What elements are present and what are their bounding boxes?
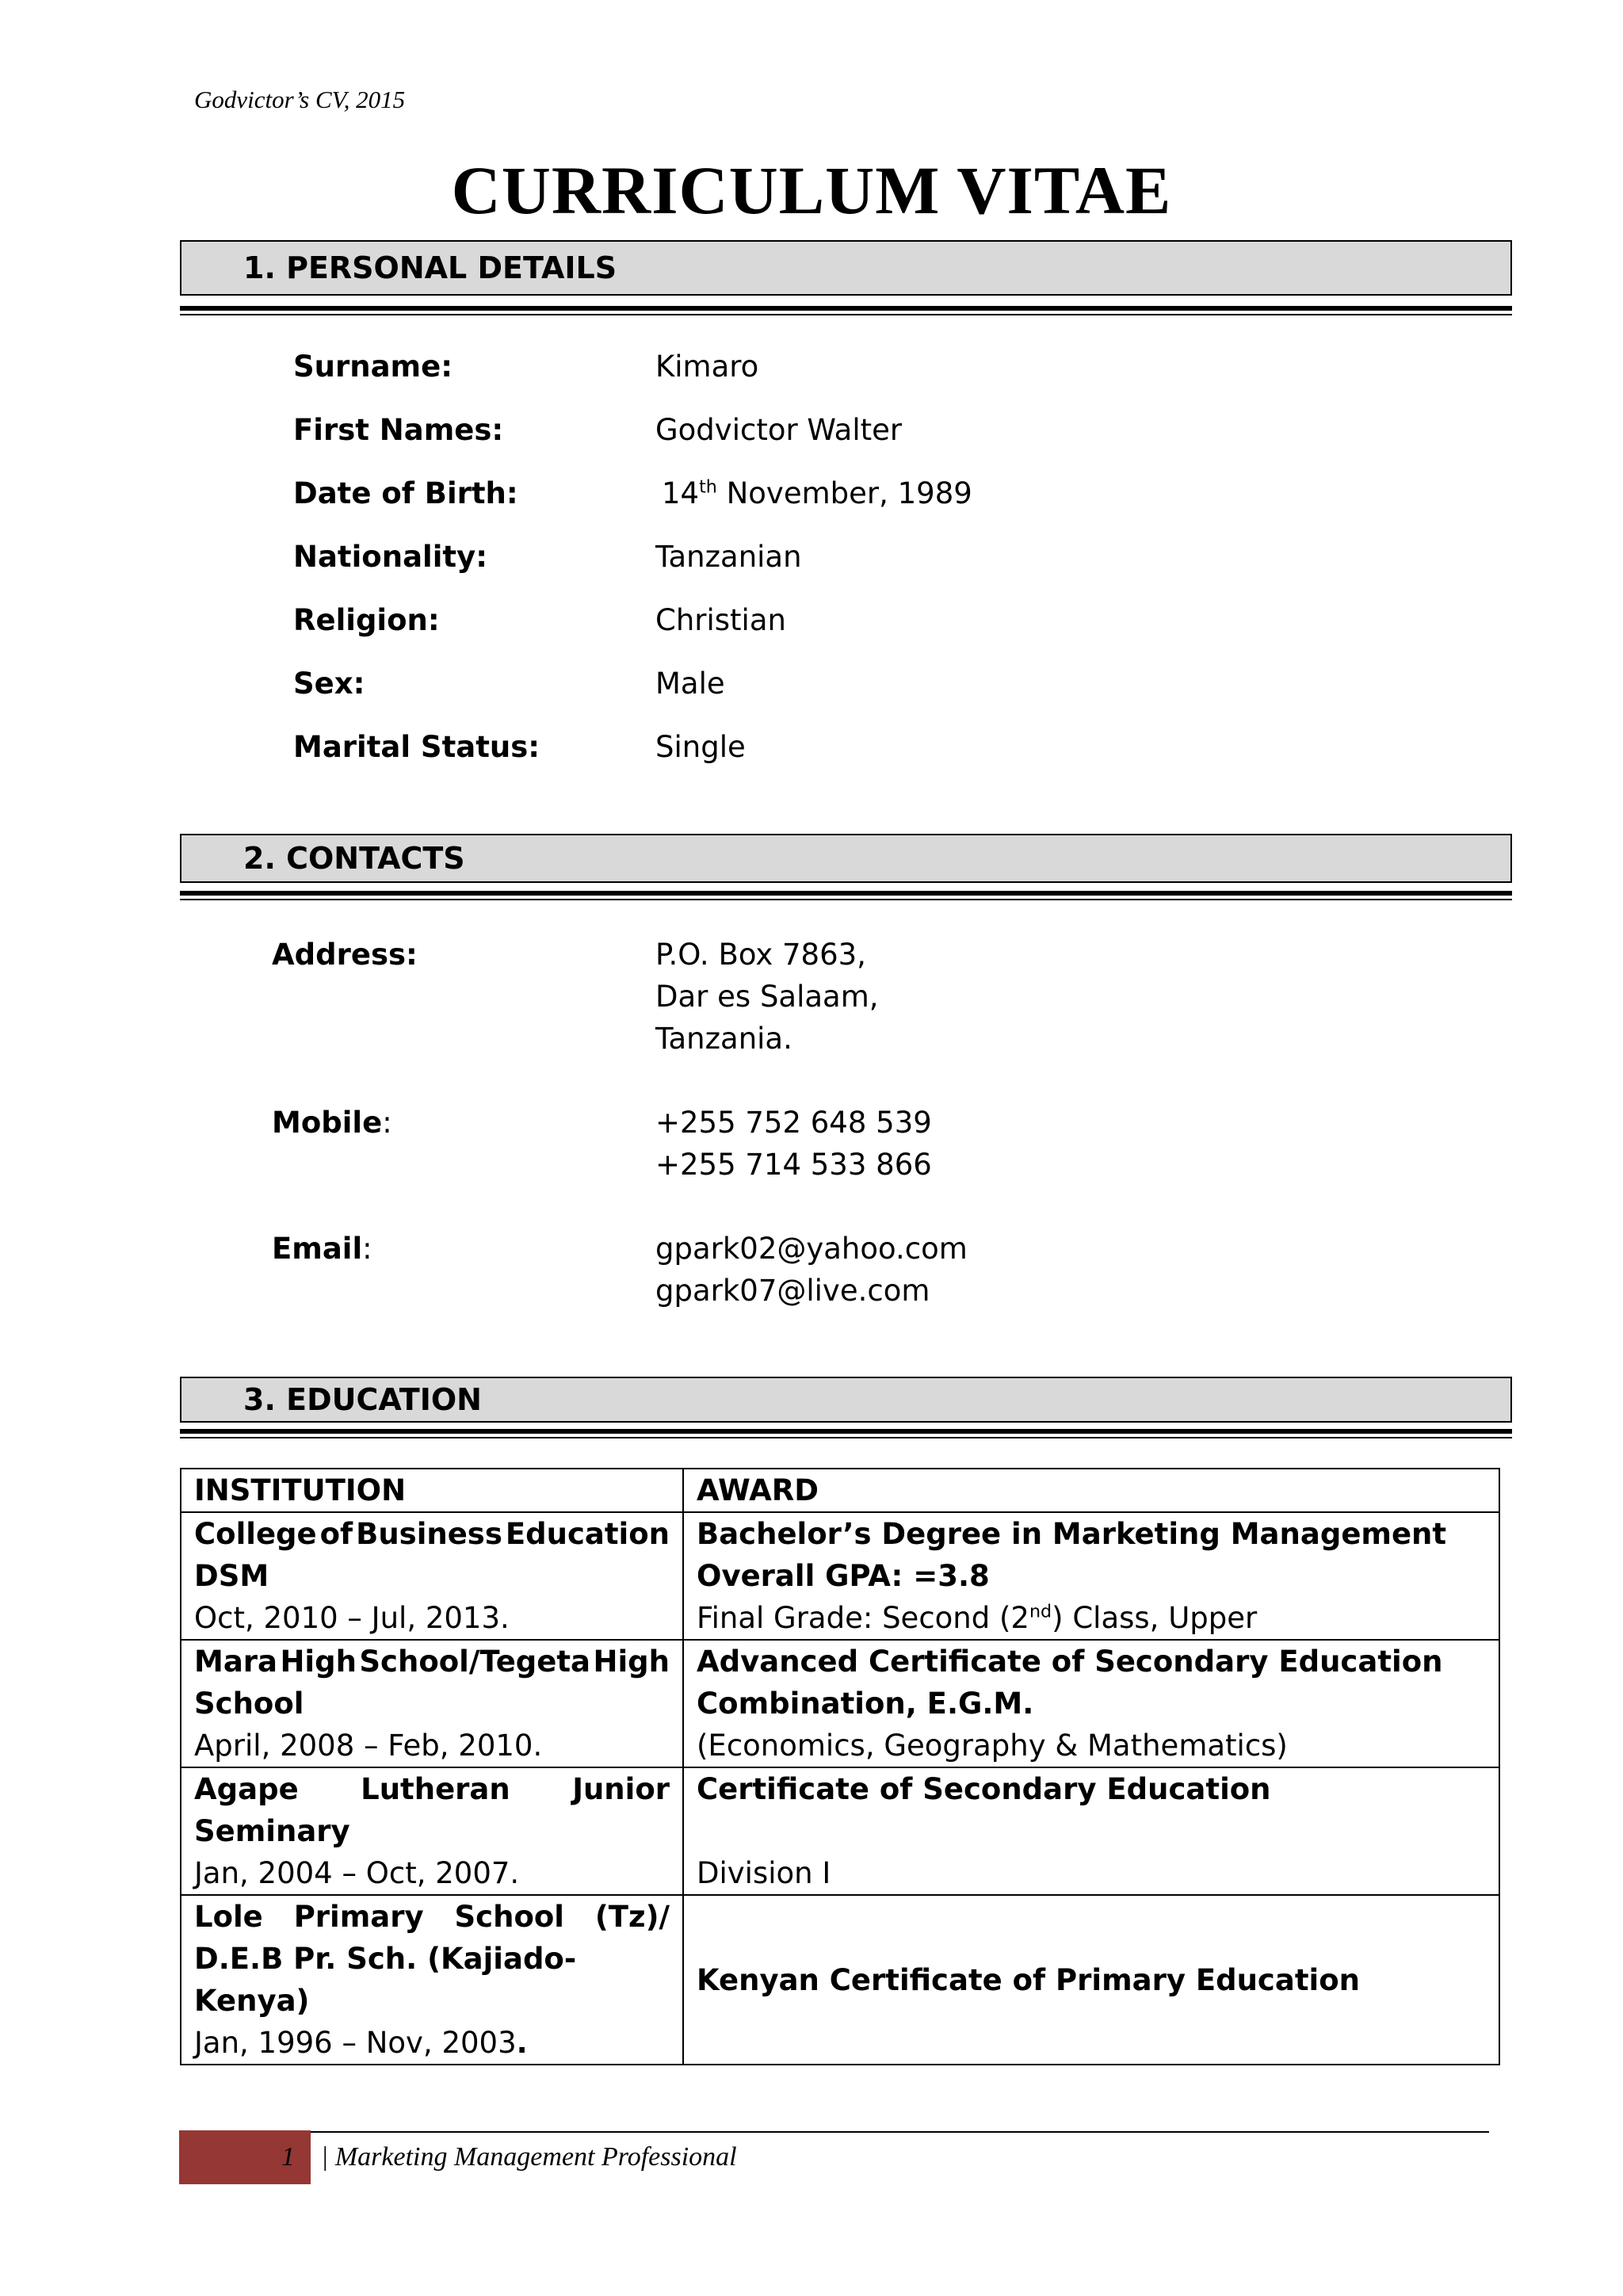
award-cell: Kenyan Certificate of Primary Education <box>683 1895 1499 2065</box>
education-table <box>180 1468 1500 2065</box>
section-header-contacts <box>180 834 1512 883</box>
email-address[interactable]: gpark02@yahoo.com <box>655 1232 968 1266</box>
religion-label: Religion: <box>293 603 440 637</box>
address-line: Tanzania. <box>655 1022 792 1056</box>
institution-cell: Mara High School/Tegeta High School April, 2008 – Feb, 2010. <box>181 1640 683 1767</box>
dob-label: Date of Birth: <box>293 476 518 510</box>
table-header-row <box>181 1469 1499 1512</box>
table-row <box>181 1895 1499 2065</box>
section-rule <box>180 1429 1512 1434</box>
section-header-personal <box>180 240 1512 296</box>
first-names-value: Godvictor Walter <box>655 413 903 447</box>
section-rule <box>180 899 1512 900</box>
sex-value: Male <box>655 667 725 701</box>
footer-rule <box>311 2131 1489 2133</box>
award-cell: Certificate of Secondary Education Division I <box>683 1767 1499 1895</box>
section-title: 2. CONTACTS <box>243 841 465 876</box>
mobile-number[interactable]: +255 714 533 866 <box>655 1148 932 1182</box>
mobile-label: Mobile: <box>272 1106 392 1140</box>
footer-text: | Marketing Management Professional <box>321 2142 737 2172</box>
column-header-institution: INSTITUTION <box>181 1469 683 1512</box>
email-address[interactable]: gpark07@live.com <box>655 1274 930 1308</box>
institution-cell: Agape Lutheran Junior Seminary Jan, 2004 – Oct, 2007. <box>181 1767 683 1895</box>
award-cell: Bachelor’s Degree in Marketing Management Overall GPA: =3.8 Final Grade: Second (2nd) Class, Upper <box>683 1512 1499 1640</box>
table-row <box>181 1512 1499 1640</box>
table-row <box>181 1767 1499 1895</box>
section-header-education <box>180 1377 1512 1423</box>
dob-value: 14th November, 1989 <box>662 476 972 510</box>
table-row <box>181 1640 1499 1767</box>
marital-status-value: Single <box>655 730 746 764</box>
section-rule <box>180 314 1512 315</box>
institution-cell: College of Business Education DSM Oct, 2010 – Jul, 2013. <box>181 1512 683 1640</box>
address-line: Dar es Salaam, <box>655 980 879 1014</box>
section-rule <box>180 891 1512 896</box>
award-cell: Advanced Certificate of Secondary Education Combination, E.G.M. (Economics, Geography & Mathematics) <box>683 1640 1499 1767</box>
address-line: P.O. Box 7863, <box>655 938 866 972</box>
email-label: Email: <box>272 1232 372 1266</box>
section-rule <box>180 1437 1512 1438</box>
surname-value: Kimaro <box>655 350 759 384</box>
sex-label: Sex: <box>293 667 365 701</box>
header-note: Godvictor’s CV, 2015 <box>194 86 406 113</box>
address-label: Address: <box>272 938 418 972</box>
nationality-label: Nationality: <box>293 540 487 574</box>
religion-value: Christian <box>655 603 786 637</box>
mobile-number[interactable]: +255 752 648 539 <box>655 1106 932 1140</box>
section-title: 3. EDUCATION <box>243 1382 482 1417</box>
first-names-label: First Names: <box>293 413 504 447</box>
column-header-award: AWARD <box>683 1469 1499 1512</box>
page-number: 1 <box>281 2142 295 2172</box>
page-title: CURRICULUM VITAE <box>451 152 1172 228</box>
section-rule <box>180 306 1512 311</box>
marital-status-label: Marital Status: <box>293 730 540 764</box>
surname-label: Surname: <box>293 350 453 384</box>
section-title: 1. PERSONAL DETAILS <box>243 250 617 285</box>
nationality-value: Tanzanian <box>655 540 802 574</box>
institution-cell: Lole Primary School (Tz)/ D.E.B Pr. Sch. (Kajiado-Kenya) Jan, 1996 – Nov, 2003. <box>181 1895 683 2065</box>
